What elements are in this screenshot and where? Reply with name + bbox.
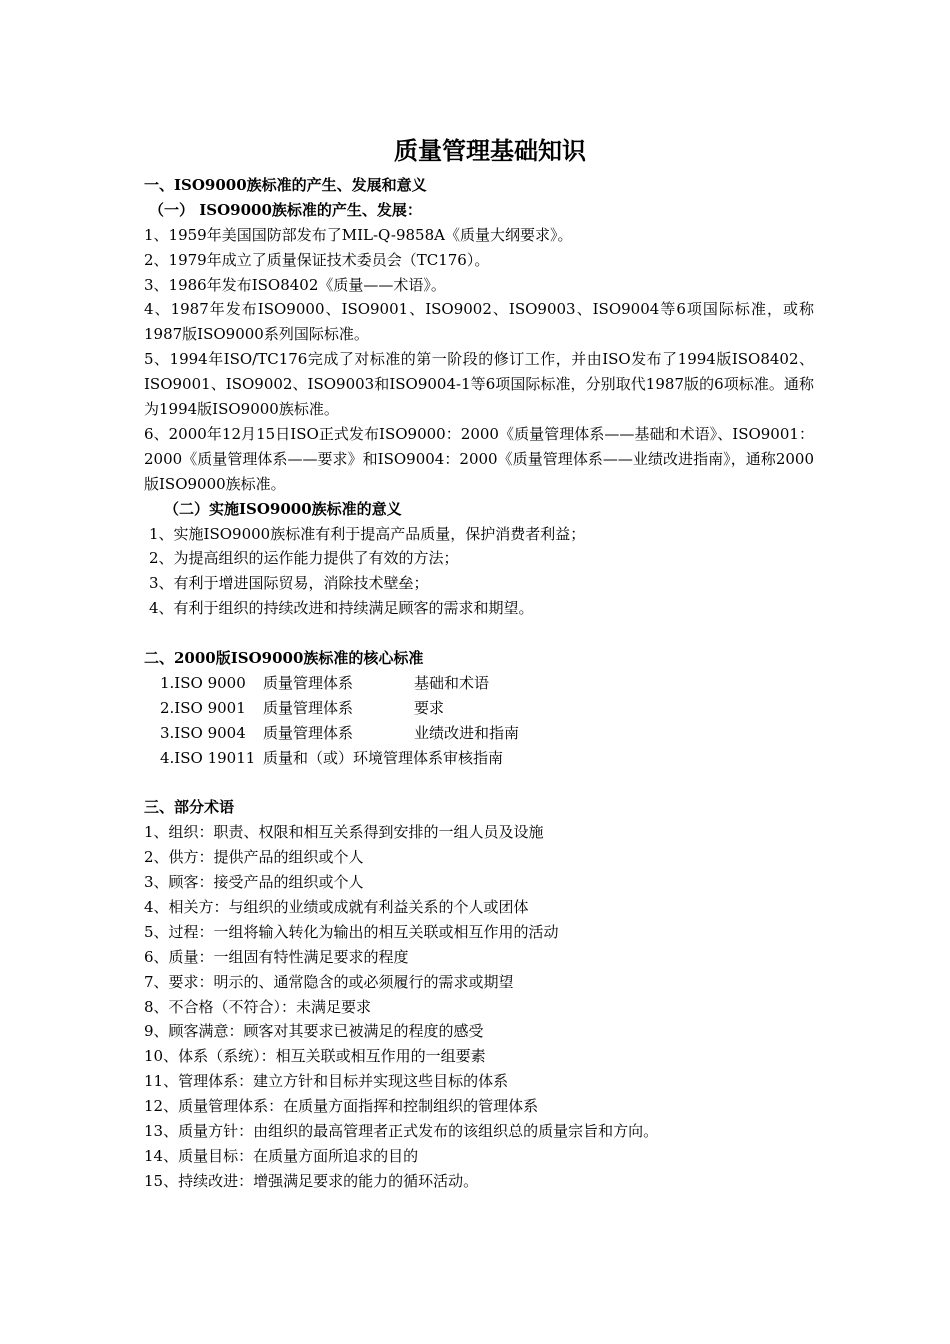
section-3-heading: 三、部分术语 <box>144 798 235 817</box>
spacer <box>144 621 814 646</box>
standard-topic: 要求 <box>414 698 445 717</box>
term-item: 8、不合格（不符合）：未满足要求 <box>144 997 372 1016</box>
term-item: 9、顾客满意：顾客对其要求已被满足的程度的感受 <box>144 1022 484 1041</box>
section-1-heading: 一、ISO9000族标准的产生、发展和意义 <box>144 176 427 194</box>
history-item: 3、1986年发布ISO8402《质量——术语》。 <box>144 275 446 294</box>
section-1-subheading-1: （一） ISO9000族标准的产生、发展： <box>149 200 422 219</box>
document-body <box>144 173 814 1194</box>
term-item: 5、过程：一组将输入转化为输出的相互关联或相互作用的活动 <box>144 922 559 941</box>
history-item: 5、1994年ISO/TC176完成了对标准的第一阶段的修订工作，并由ISO发布了1994版ISO8402、ISO9001、ISO9002、ISO9003和ISO9004-1等6项国际标准，分别取代1987版的6项标准。通称为1994版ISO9000族标准。 <box>144 350 814 419</box>
meaning-item: 4、有利于组织的持续改进和持续满足顾客的需求和期望。 <box>149 599 534 618</box>
standard-topic: 基础和术语 <box>414 673 490 692</box>
standard-name: 质量和（或）环境管理体系审核指南 <box>263 748 504 767</box>
term-item: 2、供方：提供产品的组织或个人 <box>144 848 364 867</box>
meaning-item: 2、为提高组织的运作能力提供了有效的方法； <box>149 549 459 568</box>
history-item: 6、2000年12月15日ISO正式发布ISO9000：2000《质量管理体系——基础和术语》、ISO9001：2000《质量管理体系——要求》和ISO9004：2000《质量管理体系——业绩改进指南》，通称2000版ISO9000族标准。 <box>144 424 814 493</box>
term-item: 13、质量方针：由组织的最高管理者正式发布的该组织总的质量宗旨和方向。 <box>144 1121 659 1140</box>
spacer <box>144 771 814 796</box>
standard-name: 质量管理体系 <box>263 723 354 742</box>
standard-row <box>144 696 814 721</box>
standard-row <box>144 746 814 771</box>
standard-row <box>144 671 814 696</box>
standard-code: 3.ISO 9004 <box>160 723 246 742</box>
term-item: 1、组织：职责、权限和相互关系得到安排的一组人员及设施 <box>144 823 544 842</box>
standard-name: 质量管理体系 <box>263 673 354 692</box>
section-1-subheading-2: （二）实施ISO9000族标准的意义 <box>164 499 402 518</box>
standard-code: 4.ISO 19011 <box>160 748 256 767</box>
history-item: 2、1979年成立了质量保证技术委员会（TC176）。 <box>144 250 490 269</box>
term-item: 3、顾客：接受产品的组织或个人 <box>144 873 364 892</box>
history-item: 1、1959年美国国防部发布了MIL-Q-9858A《质量大纲要求》。 <box>144 225 573 244</box>
standard-code: 1.ISO 9000 <box>160 673 246 692</box>
standard-code: 2.ISO 9001 <box>160 698 246 717</box>
meaning-item: 1、实施ISO9000族标准有利于提高产品质量，保护消费者利益； <box>149 524 586 543</box>
term-item: 15、持续改进：增强满足要求的能力的循环活动。 <box>144 1171 479 1190</box>
standard-name: 质量管理体系 <box>263 698 354 717</box>
standard-row <box>144 721 814 746</box>
term-item: 7、要求：明示的、通常隐含的或必须履行的需求或期望 <box>144 972 514 991</box>
document-title: 质量管理基础知识 <box>394 136 586 165</box>
section-2-heading: 二、2000版ISO9000族标准的核心标准 <box>144 649 424 668</box>
standard-topic: 业绩改进和指南 <box>414 723 520 742</box>
term-item: 10、体系（系统）：相互关联或相互作用的一组要素 <box>144 1047 486 1066</box>
term-item: 4、相关方：与组织的业绩或成就有利益关系的个人或团体 <box>144 897 529 916</box>
term-item: 14、质量目标：在质量方面所追求的目的 <box>144 1146 419 1165</box>
term-item: 11、管理体系：建立方针和目标并实现这些目标的体系 <box>144 1072 509 1091</box>
term-item: 6、质量：一组固有特性满足要求的程度 <box>144 947 409 966</box>
meaning-item: 3、有利于增进国际贸易，消除技术壁垒； <box>149 574 429 593</box>
term-item: 12、质量管理体系：在质量方面指挥和控制组织的管理体系 <box>144 1097 539 1116</box>
history-item: 4、1987年发布ISO9000、ISO9001、ISO9002、ISO9003、ISO9004等6项国际标准，或称1987版ISO9000系列国际标准。 <box>144 300 814 344</box>
